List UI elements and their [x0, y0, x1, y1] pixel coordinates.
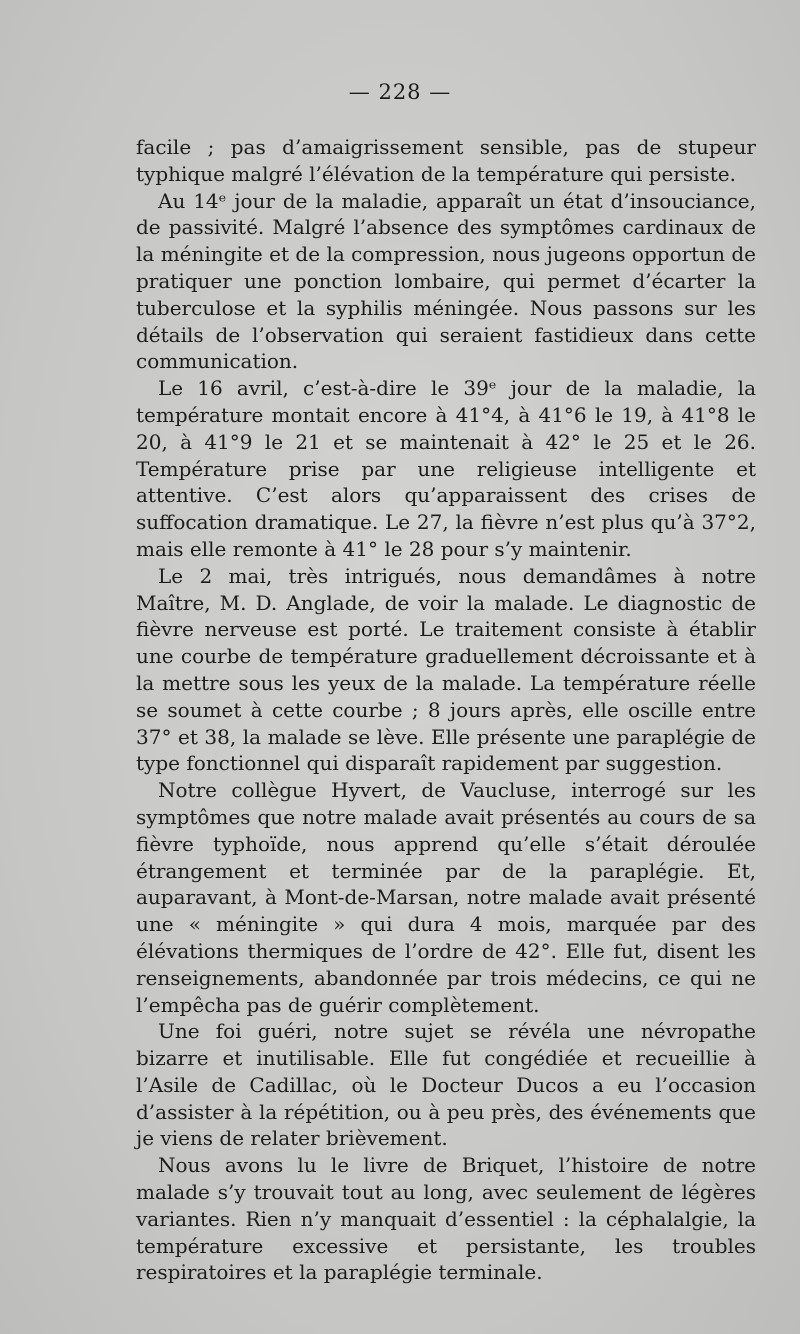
paragraph-2: Au 14ᵉ jour de la maladie, apparaît un état d’insouciance, de passivité. Malgré l’absence des symptômes cardinaux de la méningite et de la compression, nous jugeons opportun de pratiquer une ponction lombaire, qui permet d’écarter la tuberculose et la syphilis méningée. Nous passons sur les détails de l’observation qui seraient fastidieux dans cette communication. [136, 188, 756, 374]
body-text [136, 134, 756, 1286]
paragraph-6: Une foi guéri, notre sujet se révéla une névropathe bizarre et inutilisable. Elle fut congédiée et recueillie à l’Asile de Cadillac, où le Docteur Ducos a eu l’occasion d’assister à la répétition, ou à peu près, des événements que je viens de relater brièvement. [136, 1019, 756, 1151]
page-number: — 228 — [348, 80, 452, 104]
paragraph-1: facile ; pas d’amaigrissement sensible, pas de stupeur typhique malgré l’élévation de la température qui persiste. [136, 135, 756, 186]
paragraph-7: Nous avons lu le livre de Briquet, l’histoire de notre malade s’y trouvait tout au long, avec seulement de légères variantes. Rien n’y manquait d’essentiel : la céphalalgie, la température excessive et persistante, les troubles respiratoires et la paraplégie terminale. [136, 1153, 756, 1285]
paragraph-3: Le 16 avril, c’est-à-dire le 39ᵉ jour de la maladie, la température montait encore à 41°4, à 41°6 le 19, à 41°8 le 20, à 41°9 le 21 et se maintenait à 42° le 25 et le 26. Température prise par une religieuse intelligente et attentive. C’est alors qu’apparaissent des crises de suffocation dramatique. Le 27, la fièvre n’est plus qu’à 37°2, mais elle remonte à 41° le 28 pour s’y maintenir. [136, 376, 756, 561]
paragraph-4: Le 2 mai, très intrigués, nous demandâmes à notre Maître, M. D. Anglade, de voir la malade. Le diagnostic de fièvre nerveuse est porté. Le traitement consiste à établir une courbe de température graduellement décroissante et à la mettre sous les yeux de la malade. La température réelle se soumet à cette courbe ; 8 jours après, elle oscille entre 37° et 38, la malade se lève. Elle présente une paraplégie de type fonctionnel qui disparaît rapidement par suggestion. [136, 563, 756, 776]
paragraph-5: Notre collègue Hyvert, de Vaucluse, interrogé sur les symptômes que notre malade avait présentés au cours de sa fièvre typhoïde, nous apprend qu’elle s’était déroulée étrangement et terminée par de la paraplégie. Et, auparavant, à Mont-de-Marsan, notre malade avait présenté une « méningite » qui dura 4 mois, marquée par des élévations thermiques de l’ordre de 42°. Elle fut, disent les renseignements, abandonnée par trois médecins, ce qui ne l’empêcha pas de guérir complètement. [136, 778, 756, 1017]
